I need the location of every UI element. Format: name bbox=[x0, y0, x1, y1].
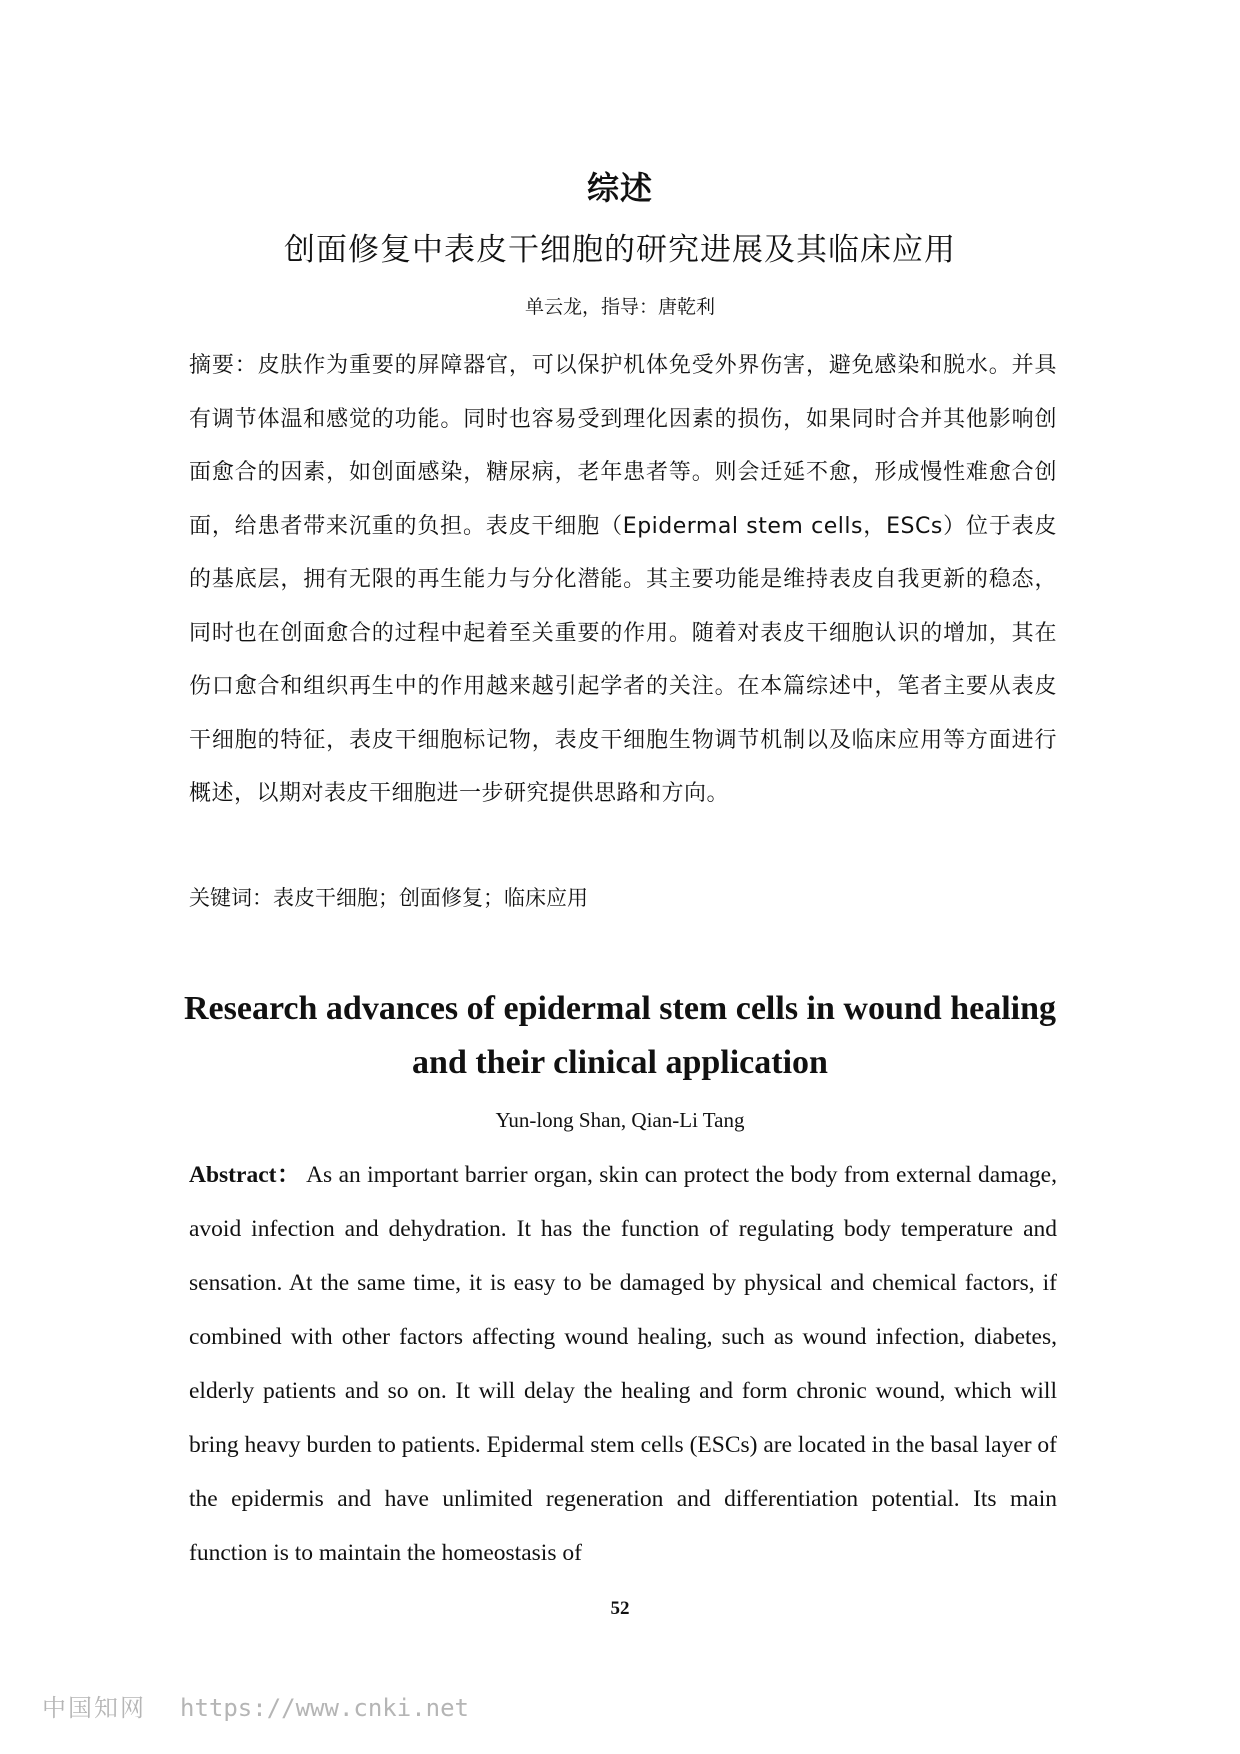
english-abstract bbox=[189, 1148, 1057, 1580]
chinese-abstract bbox=[189, 339, 1057, 821]
chinese-keywords bbox=[189, 882, 1057, 912]
english-abstract-label: Abstract： bbox=[189, 1162, 301, 1188]
chinese-authors: 单云龙，指导：唐乾利 bbox=[524, 296, 715, 318]
english-title: Research advances of epidermal stem cells in wound healing and their clinical application bbox=[183, 990, 1056, 1081]
english-authors: Yun-long Shan, Qian-Li Tang bbox=[495, 1108, 745, 1132]
chinese-title: 创面修复中表皮干细胞的研究进展及其临床应用 bbox=[284, 232, 956, 268]
chinese-keywords-text: 表皮干细胞；创面修复；临床应用 bbox=[273, 886, 588, 910]
page-number: 52 bbox=[610, 1598, 630, 1619]
chinese-abstract-label: 摘要： bbox=[189, 353, 258, 378]
english-abstract-text: As an important barrier organ, skin can protect the body from external damage, avoid infection and dehydration. It has the function of regulating body temperature and sensation. At the same time, it is easy to be damaged by physical and chemical factors, if combined with other factors affecting wound healing, such as wound infection, diabetes, elderly patients and so on. It will delay the healing and form chronic wound, which will bring heavy burden to patients. Epidermal stem cells (ESCs) are located in the basal layer of the epidermis and have unlimited regeneration and differentiation potential. Its main function is to maintain the homeostasis of bbox=[189, 1162, 1057, 1566]
section-heading: 综述 bbox=[586, 169, 653, 207]
watermark-url: https://www.cnki.net bbox=[180, 1694, 469, 1722]
watermark-name: 中国知网 bbox=[42, 1694, 146, 1722]
cnki-watermark bbox=[42, 1688, 469, 1723]
chinese-keywords-label: 关键词： bbox=[189, 886, 273, 910]
chinese-abstract-text: 皮肤作为重要的屏障器官，可以保护机体免受外界伤害，避免感染和脱水。并具有调节体温和感觉的功能。同时也容易受到理化因素的损伤，如果同时合并其他影响创面愈合的因素，如创面感染，糖尿病，老年患者等。则会迁延不愈，形成慢性难愈合创面，给患者带来沉重的负担。表皮干细胞（Epidermal stem cells，ESCs）位于表皮的基底层，拥有无限的再生能力与分化潜能。其主要功能是维持表皮自我更新的稳态，同时也在创面愈合的过程中起着至关重要的作用。随着对表皮干细胞认识的增加，其在伤口愈合和组织再生中的作用越来越引起学者的关注。在本篇综述中，笔者主要从表皮干细胞的特征，表皮干细胞标记物，表皮干细胞生物调节机制以及临床应用等方面进行概述，以期对表皮干细胞进一步研究提供思路和方向。 bbox=[189, 353, 1057, 806]
